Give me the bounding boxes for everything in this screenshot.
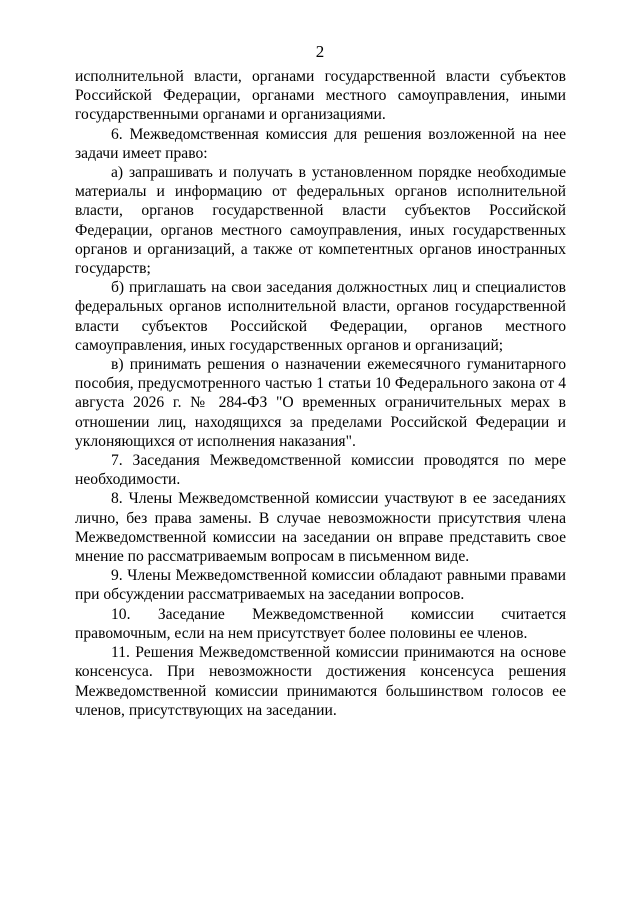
paragraph-item-7: 7. Заседания Межведомственной комиссии проводятся по мере необходимости.	[75, 452, 566, 489]
paragraph-item-6a: а) запрашивать и получать в установленном порядке необходимые материалы и информацию от федеральных органов исполнительной власти, органов государственной власти субъектов Российской Федерации, органов местного самоуправления, иных государственных органов и организаций, а также от компетентных органов иностранных государств;	[75, 164, 566, 278]
paragraph-item-10: 10. Заседание Межведомственной комиссии считается правомочным, если на нем присутствует более половины ее членов.	[75, 605, 566, 642]
paragraph-item-9: 9. Члены Межведомственной комиссии обладают равными правами при обсуждении рассматриваемых на заседании вопросов.	[75, 567, 566, 604]
paragraph-item-6b: б) приглашать на свои заседания должностных лиц и специалистов федеральных органов исполнительной власти, органов государственной власти субъектов Российской Федерации, органов местного самоуправления, иных государственных органов и организаций;	[75, 279, 566, 354]
document-body	[75, 67, 566, 720]
paragraph-continuation: исполнительной власти, органами государственной власти субъектов Российской Федерации, органами местного самоуправления, иными государственными органами и организациями.	[75, 68, 566, 124]
page-number: 2	[315, 42, 325, 61]
paragraph-item-6: 6. Межведомственная комиссия для решения возложенной на нее задачи имеет право:	[75, 125, 566, 162]
paragraph-item-6v: в) принимать решения о назначении ежемесячного гуманитарного пособия, предусмотренного частью 1 статьи 10 Федерального закона от 4 августа 2026 г. № 284-ФЗ "О временных ограничительных мерах в отношении лиц, находящихся за пределами Российской Федерации и уклоняющихся от исполнения наказания".	[75, 356, 566, 450]
paragraph-item-8: 8. Члены Межведомственной комиссии участвуют в ее заседаниях лично, без права замены. В случае невозможности присутствия члена Межведомственной комиссии на заседании он вправе представить свое мнение по рассматриваемым вопросам в письменном виде.	[75, 490, 566, 566]
paragraph-item-11: 11. Решения Межведомственной комиссии принимаются на основе консенсуса. При невозможности достижения консенсуса решения Межведомственной комиссии принимаются большинством голосов ее членов, присутствующих на заседании.	[75, 644, 566, 719]
